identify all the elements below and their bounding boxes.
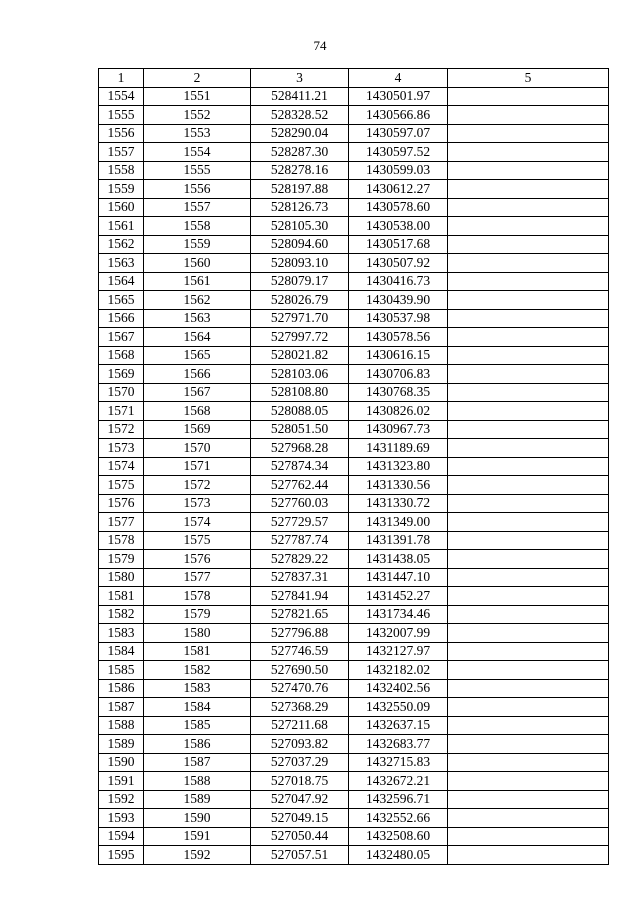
table-row [99, 476, 609, 495]
table-row [99, 161, 609, 180]
table-cell-col-3: 527787.74 [251, 531, 349, 550]
table-cell-col-3: 527690.50 [251, 661, 349, 680]
table-row [99, 550, 609, 569]
table-cell-col-2: 1581 [144, 642, 251, 661]
table-cell-col-2: 1579 [144, 605, 251, 624]
table-cell-col-1: 1555 [99, 106, 144, 125]
table-cell-col-5 [448, 790, 609, 809]
table-cell-col-3: 528079.17 [251, 272, 349, 291]
table-cell-col-2: 1562 [144, 291, 251, 310]
table-cell-col-1: 1587 [99, 698, 144, 717]
table-cell-col-1: 1577 [99, 513, 144, 532]
table-row [99, 624, 609, 643]
table-cell-col-4: 1432508.60 [349, 827, 448, 846]
table-cell-col-5 [448, 642, 609, 661]
table-cell-col-1: 1562 [99, 235, 144, 254]
table-cell-col-5 [448, 291, 609, 310]
table-cell-col-5 [448, 235, 609, 254]
table-cell-col-3: 528094.60 [251, 235, 349, 254]
table-cell-col-1: 1561 [99, 217, 144, 236]
table-row [99, 235, 609, 254]
table-cell-col-3: 527050.44 [251, 827, 349, 846]
table-cell-col-5 [448, 476, 609, 495]
table-cell-col-5 [448, 513, 609, 532]
table-cell-col-4: 1430501.97 [349, 87, 448, 106]
table-cell-col-4: 1432596.71 [349, 790, 448, 809]
table-cell-col-5 [448, 661, 609, 680]
table-row [99, 420, 609, 439]
table-cell-col-1: 1567 [99, 328, 144, 347]
table-cell-col-2: 1559 [144, 235, 251, 254]
page-number: 74 [313, 38, 327, 53]
table-cell-col-2: 1573 [144, 494, 251, 513]
table-cell-col-1: 1588 [99, 716, 144, 735]
table-cell-col-1: 1594 [99, 827, 144, 846]
table-cell-col-1: 1580 [99, 568, 144, 587]
table-cell-col-5 [448, 809, 609, 828]
table-cell-col-4: 1432182.02 [349, 661, 448, 680]
table-cell-col-2: 1554 [144, 143, 251, 162]
table-cell-col-3: 528093.10 [251, 254, 349, 273]
table-cell-col-4: 1431734.46 [349, 605, 448, 624]
table-cell-col-5 [448, 772, 609, 791]
table-cell-col-1: 1585 [99, 661, 144, 680]
table-cell-col-3: 527841.94 [251, 587, 349, 606]
table-cell-col-1: 1582 [99, 605, 144, 624]
table-cell-col-3: 527093.82 [251, 735, 349, 754]
table-cell-col-4: 1432550.09 [349, 698, 448, 717]
table-cell-col-1: 1576 [99, 494, 144, 513]
table-row [99, 679, 609, 698]
table-row [99, 587, 609, 606]
table-cell-col-3: 527837.31 [251, 568, 349, 587]
table-cell-col-3: 528105.30 [251, 217, 349, 236]
table-cell-col-2: 1561 [144, 272, 251, 291]
table-cell-col-3: 528411.21 [251, 87, 349, 106]
header-cell-4: 4 [349, 69, 448, 88]
table-cell-col-2: 1587 [144, 753, 251, 772]
table-cell-col-3: 528103.06 [251, 365, 349, 384]
table-cell-col-2: 1575 [144, 531, 251, 550]
table-row [99, 827, 609, 846]
table-body [99, 69, 609, 865]
table-cell-col-1: 1581 [99, 587, 144, 606]
table-cell-col-4: 1431391.78 [349, 531, 448, 550]
table-row [99, 809, 609, 828]
table-cell-col-1: 1574 [99, 457, 144, 476]
table-row [99, 716, 609, 735]
table-row [99, 439, 609, 458]
table-cell-col-1: 1571 [99, 402, 144, 421]
table-cell-col-1: 1570 [99, 383, 144, 402]
table-cell-col-2: 1567 [144, 383, 251, 402]
table-cell-col-1: 1578 [99, 531, 144, 550]
table-cell-col-1: 1589 [99, 735, 144, 754]
header-cell-2: 2 [144, 69, 251, 88]
table-cell-col-5 [448, 328, 609, 347]
table-cell-col-2: 1570 [144, 439, 251, 458]
table-cell-col-5 [448, 587, 609, 606]
table-cell-col-5 [448, 180, 609, 199]
table-cell-col-2: 1580 [144, 624, 251, 643]
table-cell-col-4: 1432715.83 [349, 753, 448, 772]
table-cell-col-1: 1595 [99, 846, 144, 865]
table-cell-col-4: 1430507.92 [349, 254, 448, 273]
table-cell-col-3: 527746.59 [251, 642, 349, 661]
table-cell-col-1: 1591 [99, 772, 144, 791]
table-cell-col-2: 1551 [144, 87, 251, 106]
table-cell-col-3: 528278.16 [251, 161, 349, 180]
table-cell-col-2: 1574 [144, 513, 251, 532]
table-cell-col-4: 1432552.66 [349, 809, 448, 828]
coordinates-table [98, 68, 609, 865]
table-cell-col-2: 1568 [144, 402, 251, 421]
table-cell-col-4: 1432637.15 [349, 716, 448, 735]
table-cell-col-2: 1563 [144, 309, 251, 328]
table-cell-col-1: 1569 [99, 365, 144, 384]
table-row [99, 790, 609, 809]
table-cell-col-3: 527874.34 [251, 457, 349, 476]
table-cell-col-5 [448, 217, 609, 236]
table-cell-col-3: 527368.29 [251, 698, 349, 717]
table-cell-col-2: 1572 [144, 476, 251, 495]
table-cell-col-5 [448, 679, 609, 698]
table-cell-col-5 [448, 254, 609, 273]
table-cell-col-1: 1556 [99, 124, 144, 143]
table-cell-col-1: 1568 [99, 346, 144, 365]
table-cell-col-3: 527971.70 [251, 309, 349, 328]
table-row [99, 402, 609, 421]
table-cell-col-2: 1584 [144, 698, 251, 717]
table-row [99, 328, 609, 347]
table-cell-col-3: 528088.05 [251, 402, 349, 421]
table-cell-col-4: 1430599.03 [349, 161, 448, 180]
table-cell-col-5 [448, 605, 609, 624]
table-cell-col-2: 1569 [144, 420, 251, 439]
table-cell-col-5 [448, 106, 609, 125]
table-cell-col-4: 1432480.05 [349, 846, 448, 865]
table-cell-col-4: 1430439.90 [349, 291, 448, 310]
table-cell-col-2: 1556 [144, 180, 251, 199]
table-row [99, 661, 609, 680]
table-cell-col-4: 1430416.73 [349, 272, 448, 291]
table-cell-col-4: 1431323.80 [349, 457, 448, 476]
table-cell-col-5 [448, 365, 609, 384]
table-cell-col-3: 527018.75 [251, 772, 349, 791]
table-cell-col-4: 1430706.83 [349, 365, 448, 384]
table-cell-col-1: 1554 [99, 87, 144, 106]
table-cell-col-1: 1584 [99, 642, 144, 661]
table-cell-col-4: 1430612.27 [349, 180, 448, 199]
table-cell-col-1: 1557 [99, 143, 144, 162]
table-cell-col-2: 1590 [144, 809, 251, 828]
table-cell-col-3: 527762.44 [251, 476, 349, 495]
table-cell-col-4: 1431447.10 [349, 568, 448, 587]
table-cell-col-4: 1431330.56 [349, 476, 448, 495]
table-cell-col-2: 1582 [144, 661, 251, 680]
table-cell-col-3: 527760.03 [251, 494, 349, 513]
table-cell-col-3: 528126.73 [251, 198, 349, 217]
table-cell-col-5 [448, 346, 609, 365]
table-cell-col-2: 1571 [144, 457, 251, 476]
table-cell-col-4: 1430826.02 [349, 402, 448, 421]
table-row [99, 383, 609, 402]
table-row [99, 106, 609, 125]
table-row [99, 254, 609, 273]
table-cell-col-4: 1431349.00 [349, 513, 448, 532]
table-cell-col-3: 527049.15 [251, 809, 349, 828]
table-cell-col-4: 1430616.15 [349, 346, 448, 365]
table-row [99, 217, 609, 236]
table-row [99, 87, 609, 106]
table-cell-col-3: 528108.80 [251, 383, 349, 402]
table-cell-col-5 [448, 568, 609, 587]
table-cell-col-1: 1566 [99, 309, 144, 328]
table-cell-col-2: 1564 [144, 328, 251, 347]
table-cell-col-3: 527047.92 [251, 790, 349, 809]
table-cell-col-5 [448, 272, 609, 291]
table-cell-col-3: 527821.65 [251, 605, 349, 624]
table-row [99, 365, 609, 384]
table-cell-col-5 [448, 698, 609, 717]
table-cell-col-4: 1431452.27 [349, 587, 448, 606]
table-cell-col-4: 1430537.98 [349, 309, 448, 328]
table-cell-col-3: 527829.22 [251, 550, 349, 569]
table-cell-col-2: 1592 [144, 846, 251, 865]
table-cell-col-3: 528051.50 [251, 420, 349, 439]
table-row [99, 642, 609, 661]
table-cell-col-2: 1585 [144, 716, 251, 735]
table-row [99, 198, 609, 217]
table-cell-col-2: 1583 [144, 679, 251, 698]
table-cell-col-3: 527968.28 [251, 439, 349, 458]
table-row [99, 772, 609, 791]
table-cell-col-4: 1432127.97 [349, 642, 448, 661]
table-cell-col-4: 1430566.86 [349, 106, 448, 125]
table-row [99, 309, 609, 328]
table-cell-col-5 [448, 161, 609, 180]
table-cell-col-5 [448, 753, 609, 772]
table-cell-col-1: 1563 [99, 254, 144, 273]
table-cell-col-1: 1560 [99, 198, 144, 217]
table-cell-col-2: 1591 [144, 827, 251, 846]
table-row [99, 753, 609, 772]
table-cell-col-4: 1431330.72 [349, 494, 448, 513]
table-cell-col-1: 1575 [99, 476, 144, 495]
table-row [99, 531, 609, 550]
table-cell-col-1: 1586 [99, 679, 144, 698]
table-cell-col-3: 527796.88 [251, 624, 349, 643]
table-cell-col-3: 528290.04 [251, 124, 349, 143]
table-cell-col-2: 1586 [144, 735, 251, 754]
header-cell-3: 3 [251, 69, 349, 88]
table-cell-col-2: 1560 [144, 254, 251, 273]
table-cell-col-1: 1572 [99, 420, 144, 439]
table-cell-col-1: 1583 [99, 624, 144, 643]
table-cell-col-5 [448, 87, 609, 106]
table-cell-col-3: 527057.51 [251, 846, 349, 865]
table-cell-col-5 [448, 309, 609, 328]
table-cell-col-4: 1432683.77 [349, 735, 448, 754]
table-row [99, 124, 609, 143]
table-cell-col-3: 527037.29 [251, 753, 349, 772]
table-cell-col-5 [448, 550, 609, 569]
table-cell-col-1: 1565 [99, 291, 144, 310]
table-cell-col-1: 1592 [99, 790, 144, 809]
table-cell-col-1: 1559 [99, 180, 144, 199]
table-row [99, 846, 609, 865]
table-cell-col-3: 528328.52 [251, 106, 349, 125]
table-cell-col-5 [448, 846, 609, 865]
table-cell-col-4: 1432402.56 [349, 679, 448, 698]
table-cell-col-4: 1430517.68 [349, 235, 448, 254]
table-cell-col-2: 1553 [144, 124, 251, 143]
table-row [99, 513, 609, 532]
table-row [99, 568, 609, 587]
table-cell-col-5 [448, 494, 609, 513]
table-cell-col-5 [448, 420, 609, 439]
table-cell-col-4: 1430578.56 [349, 328, 448, 347]
table-cell-col-3: 527211.68 [251, 716, 349, 735]
table-row [99, 494, 609, 513]
table-cell-col-4: 1430578.60 [349, 198, 448, 217]
table-cell-col-4: 1431438.05 [349, 550, 448, 569]
table-cell-col-4: 1432007.99 [349, 624, 448, 643]
table-cell-col-5 [448, 457, 609, 476]
table-cell-col-2: 1557 [144, 198, 251, 217]
table-cell-col-2: 1565 [144, 346, 251, 365]
table-cell-col-4: 1432672.21 [349, 772, 448, 791]
table-row [99, 698, 609, 717]
table-row [99, 605, 609, 624]
table-row [99, 735, 609, 754]
table-cell-col-2: 1589 [144, 790, 251, 809]
table-row [99, 457, 609, 476]
table-cell-col-5 [448, 198, 609, 217]
table-cell-col-4: 1430597.52 [349, 143, 448, 162]
table-cell-col-5 [448, 624, 609, 643]
table-header-row [99, 69, 609, 88]
table-row [99, 143, 609, 162]
table-cell-col-3: 528021.82 [251, 346, 349, 365]
table-cell-col-2: 1566 [144, 365, 251, 384]
table-cell-col-1: 1590 [99, 753, 144, 772]
table-cell-col-4: 1430967.73 [349, 420, 448, 439]
table-row [99, 346, 609, 365]
table-cell-col-5 [448, 531, 609, 550]
table-cell-col-5 [448, 124, 609, 143]
table-cell-col-3: 527729.57 [251, 513, 349, 532]
table-cell-col-2: 1577 [144, 568, 251, 587]
table-cell-col-5 [448, 383, 609, 402]
header-cell-1: 1 [99, 69, 144, 88]
table-cell-col-5 [448, 716, 609, 735]
table-cell-col-3: 527997.72 [251, 328, 349, 347]
table-cell-col-1: 1558 [99, 161, 144, 180]
table-cell-col-5 [448, 402, 609, 421]
table-cell-col-4: 1430768.35 [349, 383, 448, 402]
table-cell-col-2: 1558 [144, 217, 251, 236]
table-cell-col-3: 528287.30 [251, 143, 349, 162]
table-cell-col-2: 1578 [144, 587, 251, 606]
table-cell-col-5 [448, 143, 609, 162]
table-cell-col-2: 1588 [144, 772, 251, 791]
header-cell-5: 5 [448, 69, 609, 88]
table-cell-col-1: 1579 [99, 550, 144, 569]
table-cell-col-3: 528026.79 [251, 291, 349, 310]
table-row [99, 272, 609, 291]
table-cell-col-2: 1552 [144, 106, 251, 125]
table-cell-col-3: 528197.88 [251, 180, 349, 199]
table-cell-col-1: 1573 [99, 439, 144, 458]
table-cell-col-3: 527470.76 [251, 679, 349, 698]
table-cell-col-4: 1431189.69 [349, 439, 448, 458]
table-cell-col-1: 1593 [99, 809, 144, 828]
table-row [99, 291, 609, 310]
table-cell-col-4: 1430597.07 [349, 124, 448, 143]
table-cell-col-5 [448, 827, 609, 846]
table-cell-col-2: 1555 [144, 161, 251, 180]
table-cell-col-2: 1576 [144, 550, 251, 569]
table-row [99, 180, 609, 199]
table-cell-col-1: 1564 [99, 272, 144, 291]
table-cell-col-4: 1430538.00 [349, 217, 448, 236]
table-cell-col-5 [448, 439, 609, 458]
table-cell-col-5 [448, 735, 609, 754]
